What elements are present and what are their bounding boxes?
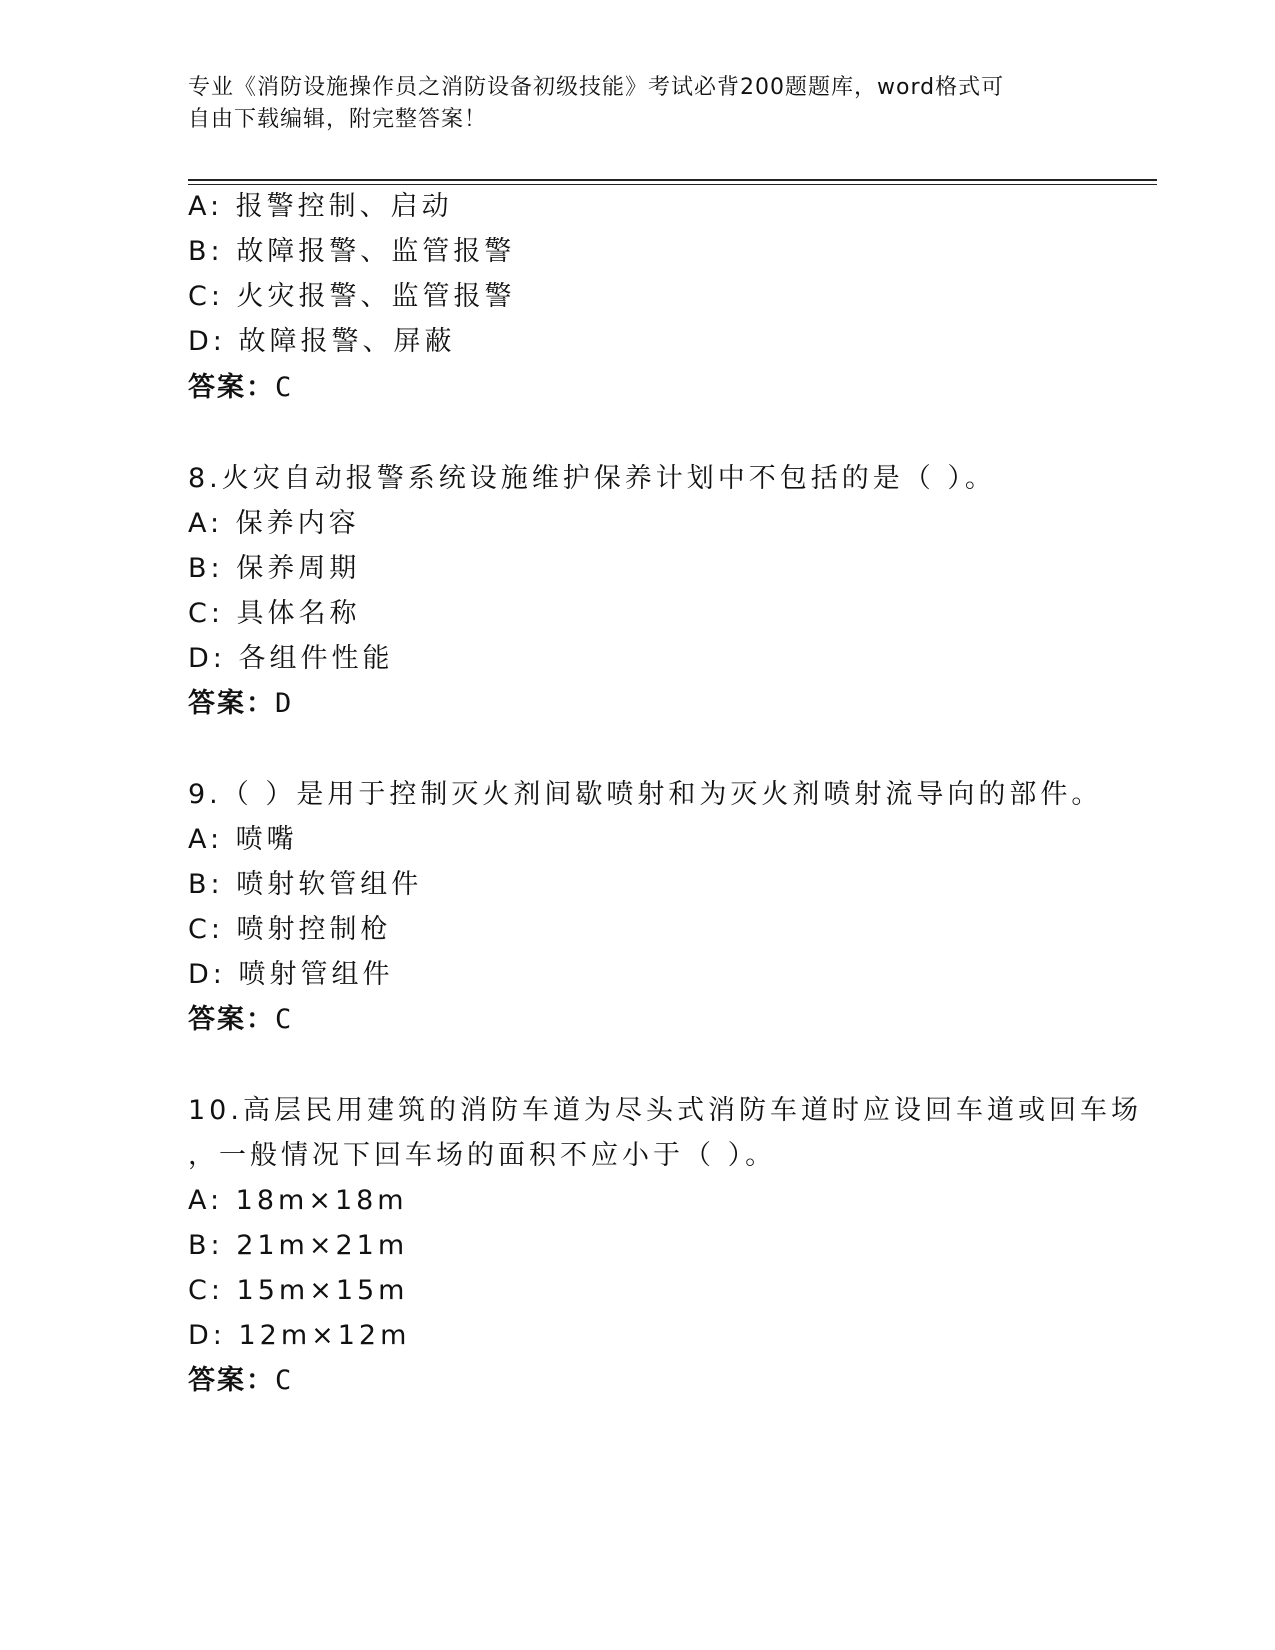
q7-option-d: D: 故障报警、屏蔽 xyxy=(188,326,456,357)
q9-answer xyxy=(188,1003,291,1037)
q8-option-a: A: 保养内容 xyxy=(188,508,360,539)
q10-answer xyxy=(188,1364,291,1398)
q8-option-b: B: 保养周期 xyxy=(188,553,361,584)
answer-label: 答案： xyxy=(188,372,275,403)
q9-option-d: D: 喷射管组件 xyxy=(188,959,394,990)
q10-option-d: D: 12m×12m xyxy=(188,1320,411,1351)
answer-value: D xyxy=(275,688,292,719)
answer-label: 答案： xyxy=(188,1365,275,1396)
q10-question-line-2: ，一般情况下回车场的面积不应小于（ ）。 xyxy=(188,1140,777,1171)
answer-value: C xyxy=(275,1365,292,1396)
q7-option-b: B: 故障报警、监管报警 xyxy=(188,236,516,267)
q7-answer xyxy=(188,371,291,405)
q10-option-a: A: 18m×18m xyxy=(188,1185,408,1216)
header-divider-thin xyxy=(188,184,1157,185)
q8-option-d: D: 各组件性能 xyxy=(188,643,394,674)
document-header xyxy=(188,72,1068,136)
header-divider-thick xyxy=(188,179,1157,181)
q8-question: 8.火灾自动报警系统设施维护保养计划中不包括的是（ ）。 xyxy=(188,463,996,494)
q7-option-c: C: 火灾报警、监管报警 xyxy=(188,281,516,312)
header-line-1: 专业《消防设施操作员之消防设备初级技能》考试必背200题题库，word格式可 xyxy=(188,75,1005,100)
q10-question-line-1: 10.高层民用建筑的消防车道为尽头式消防车道时应设回车道或回车场 xyxy=(188,1095,1142,1126)
answer-value: C xyxy=(275,1004,292,1035)
answer-label: 答案： xyxy=(188,1004,275,1035)
q7-option-a: A: 报警控制、启动 xyxy=(188,191,453,222)
header-line-2: 自由下载编辑，附完整答案！ xyxy=(188,107,488,132)
q9-option-c: C: 喷射控制枪 xyxy=(188,914,392,945)
q9-option-a: A: 喷嘴 xyxy=(188,824,298,855)
answer-label: 答案： xyxy=(188,688,275,719)
q8-option-c: C: 具体名称 xyxy=(188,598,361,629)
q10-option-b: B: 21m×21m xyxy=(188,1230,409,1261)
q10-option-c: C: 15m×15m xyxy=(188,1275,409,1306)
answer-value: C xyxy=(275,372,292,403)
q8-answer xyxy=(188,687,291,721)
q9-question: 9.（ ）是用于控制灭火剂间歇喷射和为灭火剂喷射流导向的部件。 xyxy=(188,779,1103,810)
q9-option-b: B: 喷射软管组件 xyxy=(188,869,423,900)
